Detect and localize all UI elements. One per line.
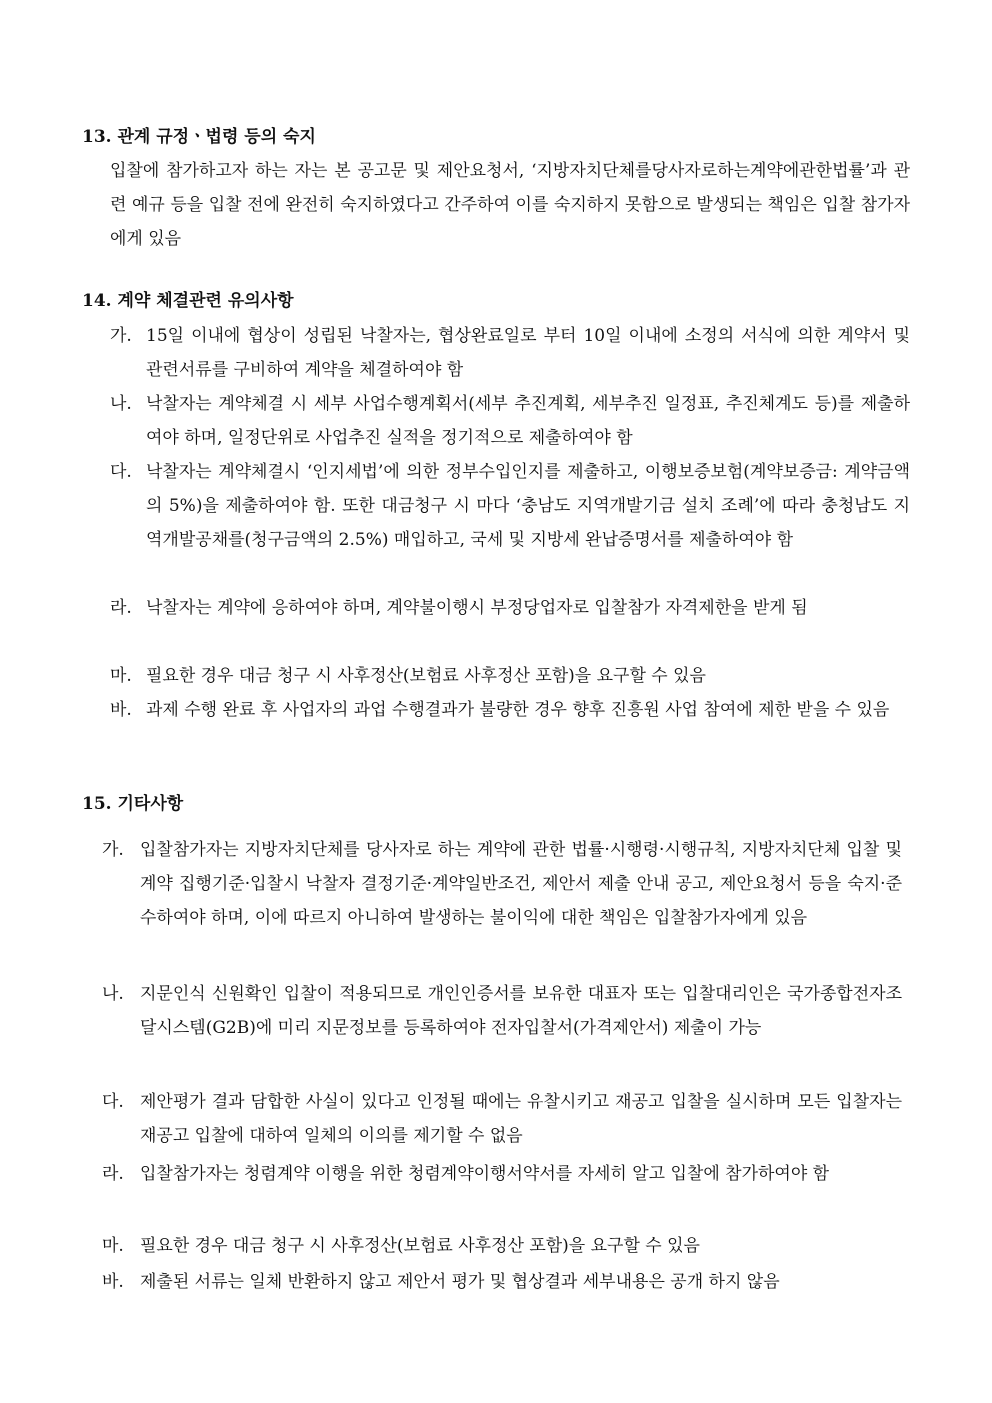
item-text: 입찰참가자는 지방자치단체를 당사자로 하는 계약에 관한 법률·시행령·시행규칙, 지방자치단체 입찰 및 계약 집행기준·입찰시 낙찰자 결정기준·계약일반조건, 제안서 제출 안내 공고, 제안요청서 등을 숙지·준수하여야 하며, 이에 따르지 아니하여 발생하는 불이익에 대한 책임은 입찰참가자에게 있음	[140, 840, 902, 928]
item-text: 필요한 경우 대금 청구 시 사후정산(보험료 사후정산 포함)을 요구할 수 있음	[140, 1236, 700, 1256]
section-14-item	[110, 387, 910, 455]
section-15-item	[102, 1157, 902, 1191]
item-text: 낙찰자는 계약체결 시 세부 사업수행계획서(세부 추진계획, 세부추진 일정표, 추진체계도 등)를 제출하여야 하며, 일정단위로 사업추진 실적을 정기적으로 제출하여야 함	[146, 394, 910, 448]
item-marker: 라.	[110, 598, 132, 618]
section-13-paragraph: 입찰에 참가하고자 하는 자는 본 공고문 및 제안요청서, ‘지방자치단체를당사자로하는계약에관한법률’과 관련 예규 등을 입찰 전에 완전히 숙지하였다고 간주하여 이를 숙지하지 못함으로 발생되는 책임은 입찰 참가자에게 있음	[110, 161, 910, 249]
item-marker: 다.	[110, 462, 132, 482]
item-marker: 라.	[102, 1164, 124, 1184]
item-text: 제안평가 결과 담합한 사실이 있다고 인정될 때에는 유찰시키고 재공고 입찰을 실시하며 모든 입찰자는 재공고 입찰에 대하여 일체의 이의를 제기할 수 없음	[140, 1092, 902, 1146]
section-15-item	[102, 1085, 902, 1153]
section-14-item	[110, 659, 910, 693]
item-text: 낙찰자는 계약에 응하여야 하며, 계약불이행시 부정당업자로 입찰참가 자격제한을 받게 됨	[146, 598, 808, 618]
item-text: 낙찰자는 계약체결시 ‘인지세법’에 의한 정부수입인지를 제출하고, 이행보증보험(계약보증금: 계약금액의 5%)을 제출하여야 함. 또한 대금청구 시 마다 ‘충남도 지역개발기금 설치 조례’에 따라 충청남도 지역개발공채를(청구금액의 2.5%) 매입하고, 국세 및 지방세 완납증명서를 제출하여야 함	[146, 462, 910, 550]
section-15-item	[102, 1265, 902, 1299]
item-marker: 가.	[110, 326, 132, 346]
item-text: 과제 수행 완료 후 사업자의 과업 수행결과가 불량한 경우 향후 진흥원 사업 참여에 제한 받을 수 있음	[146, 700, 890, 720]
item-marker: 바.	[110, 700, 132, 720]
section-14-item	[110, 455, 910, 557]
item-text: 입찰참가자는 청렴계약 이행을 위한 청렴계약이행서약서를 자세히 알고 입찰에 참가하여야 함	[140, 1164, 830, 1184]
section-13-heading: 13. 관계 규정ㆍ법령 등의 숙지	[82, 127, 316, 147]
section-14-heading: 14. 계약 체결관련 유의사항	[82, 291, 294, 311]
item-marker: 마.	[102, 1236, 124, 1256]
section-15-item	[102, 1229, 902, 1263]
item-text: 15일 이내에 협상이 성립된 낙찰자는, 협상완료일로 부터 10일 이내에 소정의 서식에 의한 계약서 및 관련서류를 구비하여 계약을 체결하여야 함	[146, 326, 910, 380]
item-marker: 바.	[102, 1272, 124, 1292]
item-marker: 다.	[102, 1092, 124, 1112]
item-marker: 가.	[102, 840, 124, 860]
section-14-item	[110, 319, 910, 387]
section-15-heading: 15. 기타사항	[82, 794, 184, 814]
section-14-item	[110, 591, 910, 625]
item-text: 제출된 서류는 일체 반환하지 않고 제안서 평가 및 협상결과 세부내용은 공개 하지 않음	[140, 1272, 780, 1292]
item-marker: 마.	[110, 666, 132, 686]
item-text: 지문인식 신원확인 입찰이 적용되므로 개인인증서를 보유한 대표자 또는 입찰대리인은 국가종합전자조달시스템(G2B)에 미리 지문정보를 등록하여야 전자입찰서(가격제안서) 제출이 가능	[140, 984, 902, 1038]
section-14-item	[110, 693, 910, 727]
section-15-item	[102, 977, 902, 1045]
item-text: 필요한 경우 대금 청구 시 사후정산(보험료 사후정산 포함)을 요구할 수 있음	[146, 666, 706, 686]
item-marker: 나.	[110, 394, 132, 414]
section-15-item	[102, 833, 902, 935]
item-marker: 나.	[102, 984, 124, 1004]
